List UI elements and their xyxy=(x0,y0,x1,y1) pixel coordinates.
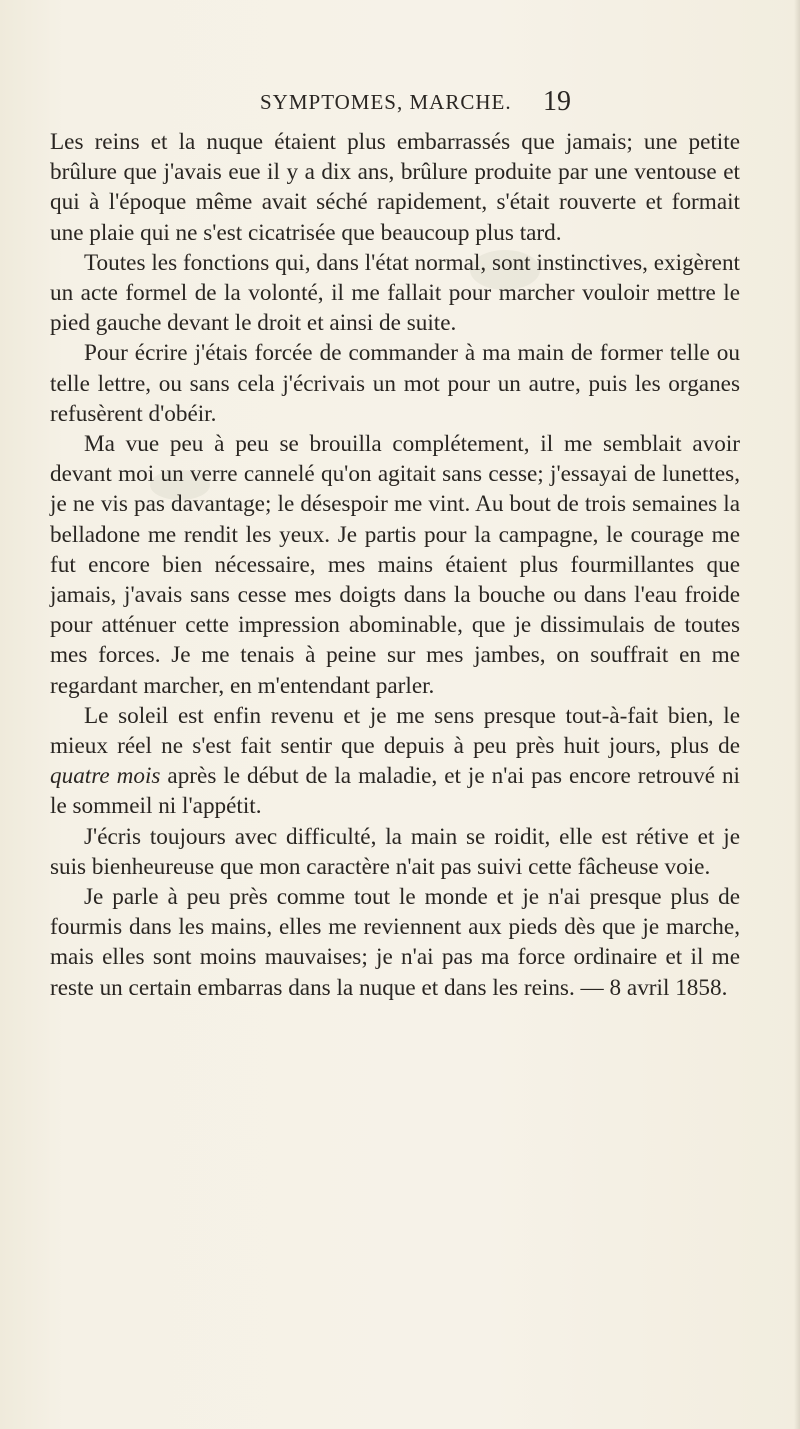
emphasized-text: quatre mois xyxy=(50,763,161,790)
running-header xyxy=(250,86,580,126)
paragraph: Je parle à peu près comme tout le monde et je n'ai presque plus de fourmis dans les mains, elles me reviennent aux pieds dès que je marche, mais elles sont moins mauvaises; je n'ai pas ma force ordinaire et il me reste un certain embarras dans la nuque et dans les reins. — 8 avril 1858. xyxy=(50,884,740,1001)
page-edge-shadow xyxy=(794,0,800,1429)
paragraph: Pour écrire j'étais forcée de commander à ma main de former telle ou telle lettre, ou sans cela j'écrivais un mot pour un autre, puis les organes refusèrent d'obéir. xyxy=(50,340,740,427)
body-text xyxy=(50,127,740,1003)
paragraph: Toutes les fonctions qui, dans l'état normal, sont instinctives, exigèrent un acte formel de la volonté, il me fallait pour marcher vouloir mettre le pied gauche devant le droit et ainsi de suite. xyxy=(50,249,740,337)
paragraph: J'écris toujours avec difficulté, la main se roidit, elle est rétive et je suis bienheureuse que mon caractère n'ait pas suivi cette fâcheuse voie. xyxy=(50,823,740,880)
paragraph-text: Le soleil est enfin revenu et je me sens presque tout-à-fait bien, le mieux réel ne s'est fait sentir que depuis à peu près huit jours, plus de xyxy=(50,702,740,760)
page-number: 19 xyxy=(543,86,571,117)
running-title: SYMPTOMES, MARCHE. xyxy=(260,90,512,114)
paragraph xyxy=(50,701,740,822)
paragraph-text: après le début de la maladie, et je n'ai pas encore retrouvé ni le sommeil ni l'appétit. xyxy=(50,763,740,820)
paragraph: Ma vue peu à peu se brouilla complétement, il me semblait avoir devant moi un verre cannelé qu'on agitait sans cesse; j'essayai de lunettes, je ne vis pas davantage; le désespoir me vint. Au bout de trois semaines la belladone me rendit les yeux. Je partis pour la campagne, le courage me fut encore bien nécessaire, mes mains étaient plus fourmillantes que jamais, j'avais sans cesse mes doigts dans la bouche ou dans l'eau froide pour atténuer cette impression abominable, que je dissimulais de toutes mes forces. Je me tenais à peine sur mes jambes, on souffrait en me regardant marcher, en m'entendant parler. xyxy=(50,431,740,699)
paragraph: Les reins et la nuque étaient plus embarrassés que jamais; une petite brûlure que j'avais eue il y a dix ans, brûlure produite par une ventouse et qui à l'époque même avait séché rapidement, s'était rouverte et formait une plaie qui ne s'est cicatrisée que beaucoup plus tard. xyxy=(50,129,740,246)
